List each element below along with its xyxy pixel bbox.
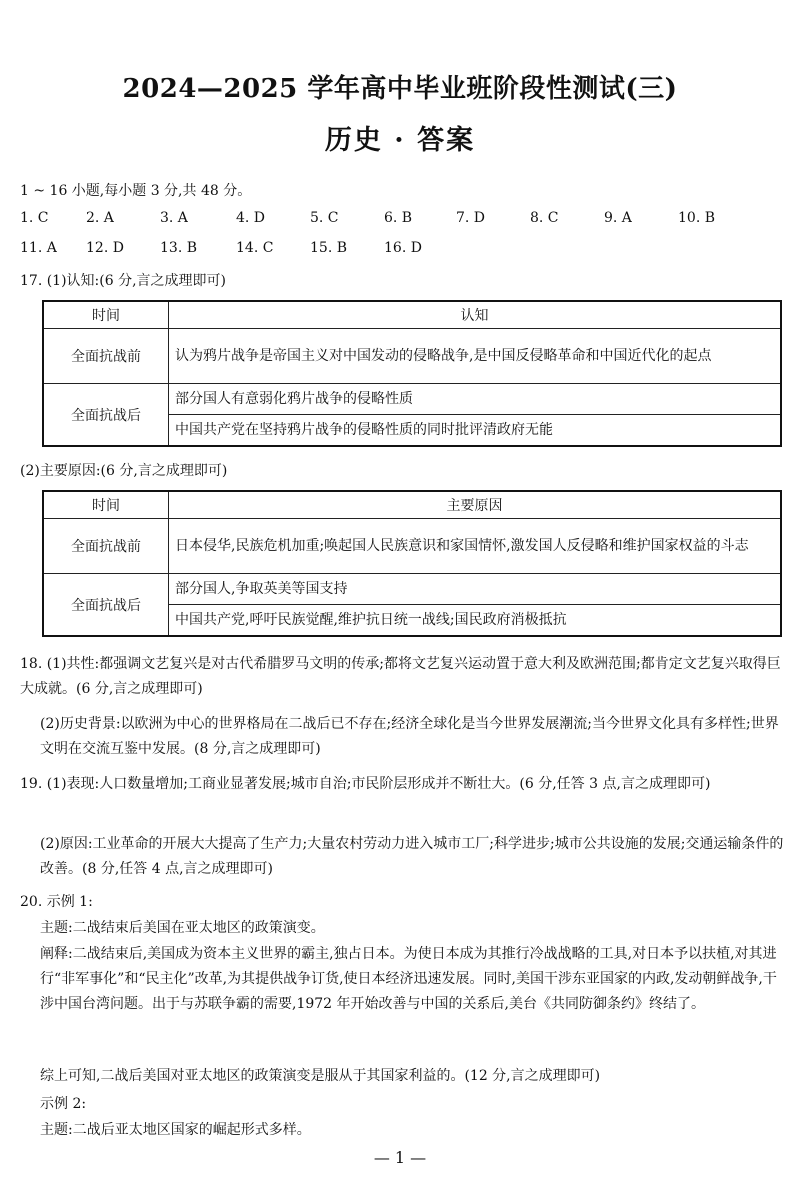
q20-example1-summary: 综上可知,二战后美国对亚太地区的政策演变是服从于其国家利益的。(12 分,言之成理即可) [40,1068,601,1084]
answer-item: 2. A [86,210,114,226]
answer-item: 16. D [384,240,422,256]
table-cell-time: 全面抗战前 [43,519,169,574]
table-cell-text: 中国共产党,呼吁民族觉醒,维护抗日统一战线;国民政府消极抵抗 [169,605,782,637]
answer-item: 4. D [236,210,266,226]
answer-item: 13. B [160,240,198,256]
q17-table-cognition [42,300,782,447]
table-header: 时间 [43,491,169,519]
q20-example1-explanation: 阐释:二战结束后,美国成为资本主义世界的霸主,独占日本。为使日本成为其推行冷战战略的工具,对日本予以扶植,对其进行“非军事化”和“民主化”改革,为其提供战争订货,使日本经济迅速发展。同时,美国干涉东亚国家的内政,发动朝鲜战争,干涉中国台湾问题。出于与苏联争霸的需要,1972 年开始改善与中国的关系后,美台《共同防御条约》终结了。 [40,946,777,1012]
q17-part2-intro: (2)主要原因:(6 分,言之成理即可) [20,463,228,479]
answer-item: 11. A [20,240,57,256]
answer-item: 7. D [456,210,486,226]
q18-part2: (2)历史背景:以欧洲为中心的世界格局在二战后已不存在;经济全球化是当今世界发展潮流;当今世界文化具有多样性;世界文明在交流互鉴中发展。(8 分,言之成理即可) [40,716,779,757]
table-cell-time: 全面抗战前 [43,329,169,384]
q17-table-reasons [42,490,782,637]
answer-item: 6. B [384,210,413,226]
table-cell-text: 认为鸦片战争是帝国主义对中国发动的侵略战争,是中国反侵略革命和中国近代化的起点 [169,329,782,384]
table-cell-text: 部分国人有意弱化鸦片战争的侵略性质 [169,384,782,415]
q20-example2-label: 示例 2: [40,1096,87,1112]
answer-item: 9. A [604,210,632,226]
page-number: — 1 — [373,1148,427,1167]
table-header: 认知 [169,301,782,329]
q20-example2-theme: 主题:二战后亚太地区国家的崛起形式多样。 [40,1122,311,1138]
table-cell-time: 全面抗战后 [43,574,169,637]
choice-intro: 1 ~ 16 小题,每小题 3 分,共 48 分。 [20,183,252,199]
answer-item: 15. B [310,240,348,256]
q18-part1: 18. (1)共性:都强调文艺复兴是对古代希腊罗马文明的传承;都将文艺复兴运动置于意大利及欧洲范围;都肯定文艺复兴取得巨大成就。(6 分,言之成理即可) [20,656,781,697]
table-header: 主要原因 [169,491,782,519]
answer-item: 12. D [86,240,124,256]
q19-part1: 19. (1)表现:人口数量增加;工商业显著发展;城市自治;市民阶层形成并不断壮大。(6 分,任答 3 点,言之成理即可) [20,776,711,792]
q19-part2: (2)原因:工业革命的开展大大提高了生产力;大量农村劳动力进入城市工厂;科学进步;城市公共设施的发展;交通运输条件的改善。(8 分,任答 4 点,言之成理即可) [40,836,784,877]
table-cell-text: 部分国人,争取英美等国支持 [169,574,782,605]
q20-label: 20. 示例 1: [20,894,93,910]
answer-item: 10. B [678,210,716,226]
answer-item: 5. C [310,210,339,226]
table-cell-text: 日本侵华,民族危机加重;唤起国人民族意识和家国情怀,激发国人反侵略和维护国家权益的斗志 [169,519,782,574]
answer-item: 1. C [20,210,49,226]
answer-item: 8. C [530,210,559,226]
page-subtitle: 历史 · 答案 [324,125,476,156]
table-cell-text: 中国共产党在坚持鸦片战争的侵略性质的同时批评清政府无能 [169,415,782,447]
q17-part1-intro: 17. (1)认知:(6 分,言之成理即可) [20,273,226,289]
page-title: 2024—2025 学年高中毕业班阶段性测试(三) [122,74,678,104]
answer-item: 14. C [236,240,274,256]
q20-example1-theme: 主题:二战结束后美国在亚太地区的政策演变。 [40,920,325,936]
table-cell-time: 全面抗战后 [43,384,169,447]
answer-item: 3. A [160,210,188,226]
table-header: 时间 [43,301,169,329]
